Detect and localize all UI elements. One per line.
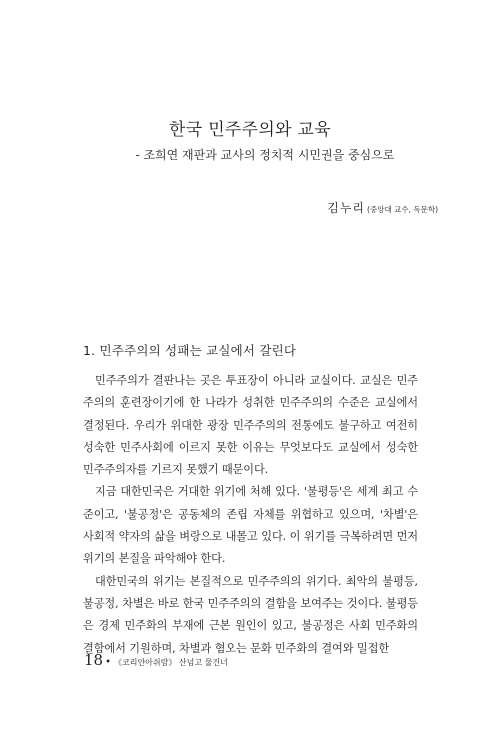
running-title: 《코리안아쉬람》 산넘고 물건너 <box>114 658 228 667</box>
paragraph: 민주주의가 결판나는 곳은 투표장이 아니라 교실이다. 교실은 민주주의의 훈련장이기에 한 나라가 성취한 민주주의의 수준은 교실에서 결정된다. 우리가 위대한 광장 민주주의의 전통에도 불구하고 여전히 성숙한 민주사회에 이르지 못한 이유는 무엇보다도 교실에서 성숙한 민주주의자를 기르지 못했기 때문이다. <box>83 374 418 477</box>
paragraph: 대한민국의 위기는 본질적으로 민주주의의 위기다. 최악의 불평등, 불공정, 차별은 바로 한국 민주주의의 결함을 보여주는 것이다. 불평등은 경제 민주화의 부재에 근본 원인이 있고, 불공정은 사회 민주화의 결함에서 기원하며, 차별과 혐오는 문화 민주화의 결여와 밀접한 <box>83 574 418 655</box>
paragraph: 지금 대한민국은 거대한 위기에 처해 있다. '불평등'은 세계 최고 수준이고, '불공정'은 공동체의 존립 자체를 위협하고 있으며, '차별'은 사회적 약자의 삶을 벼랑으로 내몰고 있다. 이 위기를 극복하려면 먼저 위기의 본질을 파악해야 한다. <box>83 485 418 566</box>
author-byline <box>327 201 438 217</box>
body-text <box>83 370 418 660</box>
page-footer <box>84 651 228 672</box>
author-affiliation: (중앙대 교수, 독문학) <box>367 205 438 214</box>
author-name: 김누리 <box>327 201 366 215</box>
footer-separator: • <box>105 657 111 668</box>
article-subtitle: - 조희연 재판과 교사의 정치적 시민권을 중심으로 <box>135 148 395 162</box>
section-heading: 1. 민주주의의 성패는 교실에서 갈린다 <box>83 343 297 358</box>
article-title: 한국 민주주의와 교육 <box>169 120 331 140</box>
page-number: 18 <box>84 651 104 669</box>
